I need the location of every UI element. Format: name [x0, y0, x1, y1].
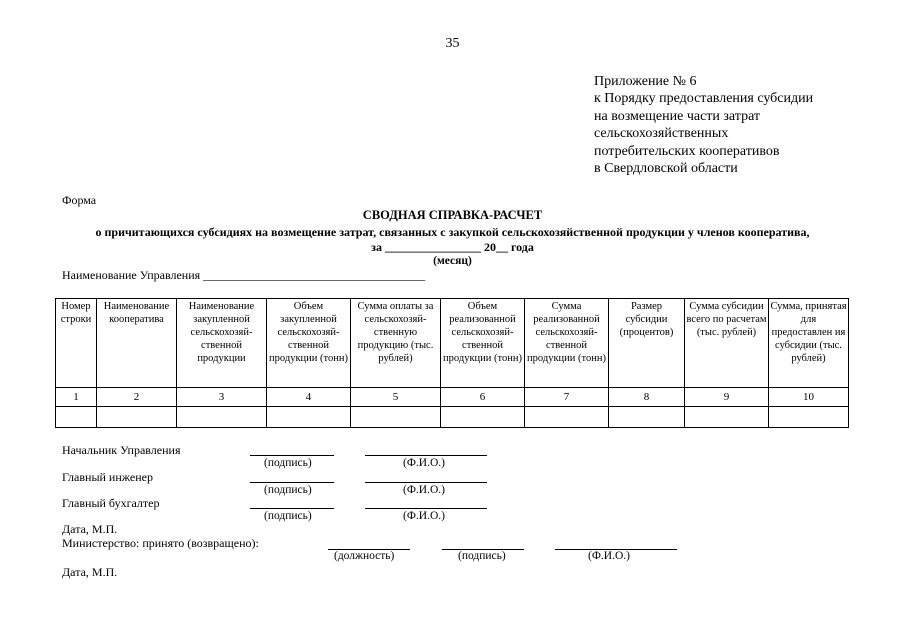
calculation-table — [55, 298, 849, 428]
signature-caption: (подпись) — [264, 484, 312, 496]
column-header: Сумма, принятая для предоставлен ия субсидии (тыс. рублей) — [769, 299, 849, 388]
date-stamp-label: Дата, М.П. — [62, 522, 118, 536]
column-number: 9 — [685, 388, 769, 407]
name-caption: (Ф.И.О.) — [588, 550, 630, 562]
column-header: Объем реализованной сельскохозяй-ственной продукции (тонн) — [441, 299, 525, 388]
accountant-name-line[interactable] — [365, 508, 487, 509]
table-cell[interactable] — [267, 407, 351, 428]
head-name-line[interactable] — [365, 455, 487, 456]
appendix-line: к Порядку предоставления субсидии — [594, 91, 814, 107]
name-caption: (Ф.И.О.) — [403, 457, 445, 469]
column-header: Наименование закупленной сельскохозяй-ственной продукции — [177, 299, 267, 388]
appendix-line: сельскохозяйственных — [594, 126, 729, 142]
table-cell[interactable] — [685, 407, 769, 428]
table-cell[interactable] — [525, 407, 609, 428]
signature-caption: (подпись) — [458, 550, 506, 562]
column-header: Размер субсидии (процентов) — [609, 299, 685, 388]
department-line: Наименование Управления _____________________________________ — [62, 268, 426, 282]
accountant-signature-line[interactable] — [250, 508, 334, 509]
engineer-name-line[interactable] — [365, 482, 487, 483]
table-cell[interactable] — [56, 407, 97, 428]
column-header: Сумма оплаты за сельскохозяй-ственную продукцию (тыс. рублей) — [351, 299, 441, 388]
signature-caption: (подпись) — [264, 457, 312, 469]
column-number: 6 — [441, 388, 525, 407]
engineer-signature-line[interactable] — [250, 482, 334, 483]
column-number-row — [56, 388, 849, 407]
appendix-block — [594, 73, 813, 177]
table-cell[interactable] — [609, 407, 685, 428]
column-number: 4 — [267, 388, 351, 407]
page-number: 35 — [445, 36, 460, 51]
table-cell[interactable] — [769, 407, 849, 428]
head-label: Начальник Управления — [62, 443, 181, 457]
column-number: 1 — [56, 388, 97, 407]
column-number: 5 — [351, 388, 441, 407]
engineer-label: Главный инженер — [62, 470, 153, 484]
date-stamp-label-2: Дата, М.П. — [62, 565, 118, 579]
table-cell[interactable] — [177, 407, 267, 428]
name-caption: (Ф.И.О.) — [403, 510, 445, 522]
position-caption: (должность) — [334, 550, 395, 562]
column-header: Наименование кооператива — [97, 299, 177, 388]
appendix-line: потребительских кооперативов — [594, 143, 780, 159]
table-header-row — [56, 299, 849, 388]
column-header: Сумма реализованной сельскохозяй-ственной продукции (тонн) — [525, 299, 609, 388]
column-number: 2 — [97, 388, 177, 407]
column-number: 10 — [769, 388, 849, 407]
column-number: 7 — [525, 388, 609, 407]
signature-caption: (подпись) — [264, 510, 312, 522]
document-title: СВОДНАЯ СПРАВКА-РАСЧЕТ — [362, 208, 543, 222]
table-row — [56, 407, 849, 428]
period-line: за ________________ 20__ года — [371, 240, 534, 254]
name-caption: (Ф.И.О.) — [403, 484, 445, 496]
appendix-line: Приложение № 6 — [594, 74, 697, 89]
table-cell[interactable] — [351, 407, 441, 428]
document-subtitle: о причитающихся субсидиях на возмещение затрат, связанных с закупкой сельскохозяйственной продукции у членов кооператива, — [95, 225, 810, 239]
accountant-label: Главный бухгалтер — [62, 496, 160, 510]
column-number: 8 — [609, 388, 685, 407]
column-header: Сумма субсидии всего по расчетам (тыс. рублей) — [685, 299, 769, 388]
table-cell[interactable] — [97, 407, 177, 428]
column-header: Номер строки — [56, 299, 97, 388]
appendix-line: в Свердловской области — [594, 161, 738, 177]
ministry-label: Министерство: принято (возвращено): — [62, 536, 259, 550]
table-cell[interactable] — [441, 407, 525, 428]
form-label: Форма — [62, 193, 97, 207]
column-header: Объем закупленной сельскохозяй-ственной продукции (тонн) — [267, 299, 351, 388]
head-signature-line[interactable] — [250, 455, 334, 456]
appendix-line: на возмещение части затрат — [594, 108, 761, 124]
month-caption: (месяц) — [433, 255, 472, 267]
column-number: 3 — [177, 388, 267, 407]
